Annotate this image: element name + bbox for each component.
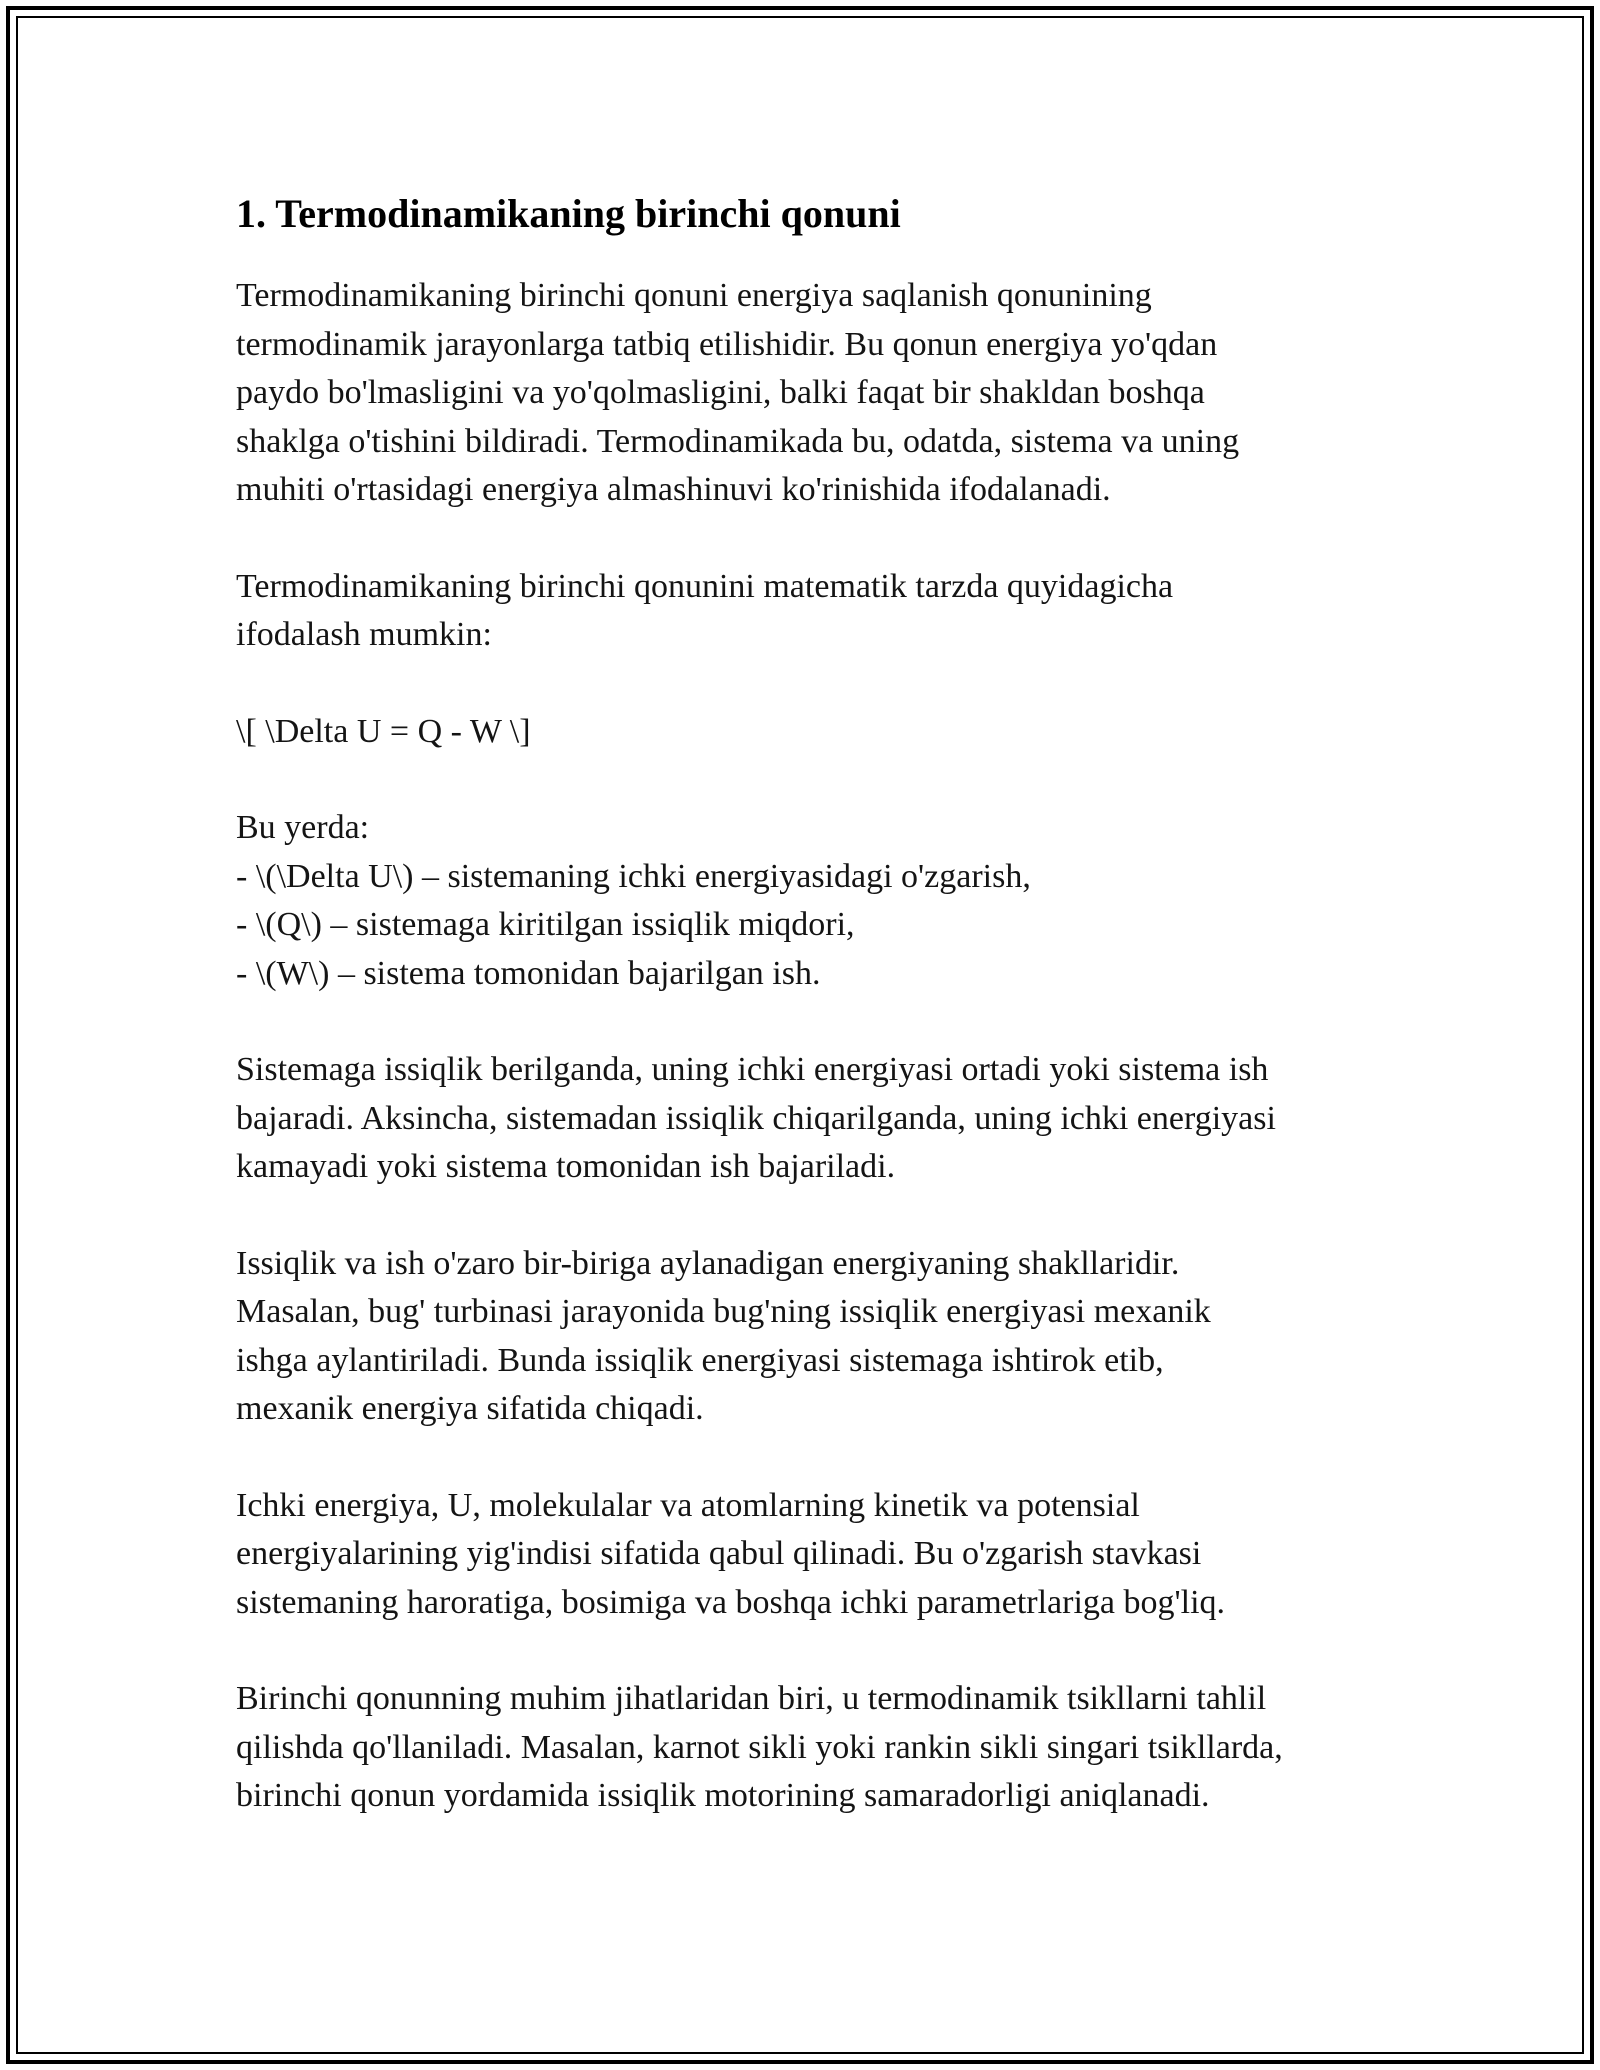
paragraph-cycles: Birinchi qonunning muhim jihatlaridan biri, u termodinamik tsikllarni tahlil qilishda qo'llaniladi. Masalan, karnot sikli yoki rankin sikli singari tsikllarda, birinchi qonun yordamida issiqlik motorining samaradorligi aniqlanadi.: [236, 1680, 1283, 1814]
section-heading: 1. Termodinamikaning birinchi qonuni: [236, 191, 901, 236]
document-body: [236, 186, 1386, 1869]
paragraph-formula-intro: Termodinamikaning birinchi qonunini matematik tarzda quyidagicha ifodalash mumkin:: [236, 567, 1174, 653]
paragraph-heat-and-work: Issiqlik va ish o'zaro bir-biriga aylanadigan energiyaning shakllaridir. Masalan, bug' turbinasi jarayonida bug'ning issiqlik energiyasi mexanik ishga aylantiriladi. Bunda issiqlik energiyasi sistemaga ishtirok etib, mexanik energiya sifatida chiqadi.: [236, 1244, 1211, 1427]
formula: \[ \Delta U = Q - W \]: [236, 712, 531, 750]
paragraph-internal-energy: Ichki energiya, U, molekulalar va atomlarning kinetik va potensial energiyalarining yig'indisi sifatida qabul qilinadi. Bu o'zgarish stavkasi sistemaning haroratiga, bosimiga va boshqa ichki parametrlariga bog'liq.: [236, 1486, 1226, 1621]
paragraph-heat-transfer: Sistemaga issiqlik berilganda, uning ichki energiyasi ortadi yoki sistema ish bajaradi. Aksincha, sistemadan issiqlik chiqarilganda, uning ichki energiyasi kamayadi yoki sistema tomonidan ish bajariladi.: [236, 1051, 1276, 1185]
paragraph-definitions: Bu yerda: - \(\Delta U\) – sistemaning ichki energiyasidagi o'zgarish, - \(Q\) – sistemaga kiritilgan issiqlik miqdori, - \(W\) – sistema tomonidan bajarilgan ish.: [236, 809, 1031, 992]
paragraph-intro: Termodinamikaning birinchi qonuni energiya saqlanish qonunining termodinamik jarayonlarga tatbiq etilishidir. Bu qonun energiya yo'qdan paydo bo'lmasligini va yo'qolmasligini, balki faqat bir shakldan boshqa shaklga o'tishini bildiradi. Termodinamikada bu, odatda, sistema va uning muhiti o'rtasidagi energiya almashinuvi ko'rinishida ifodalanadi.: [236, 277, 1240, 508]
